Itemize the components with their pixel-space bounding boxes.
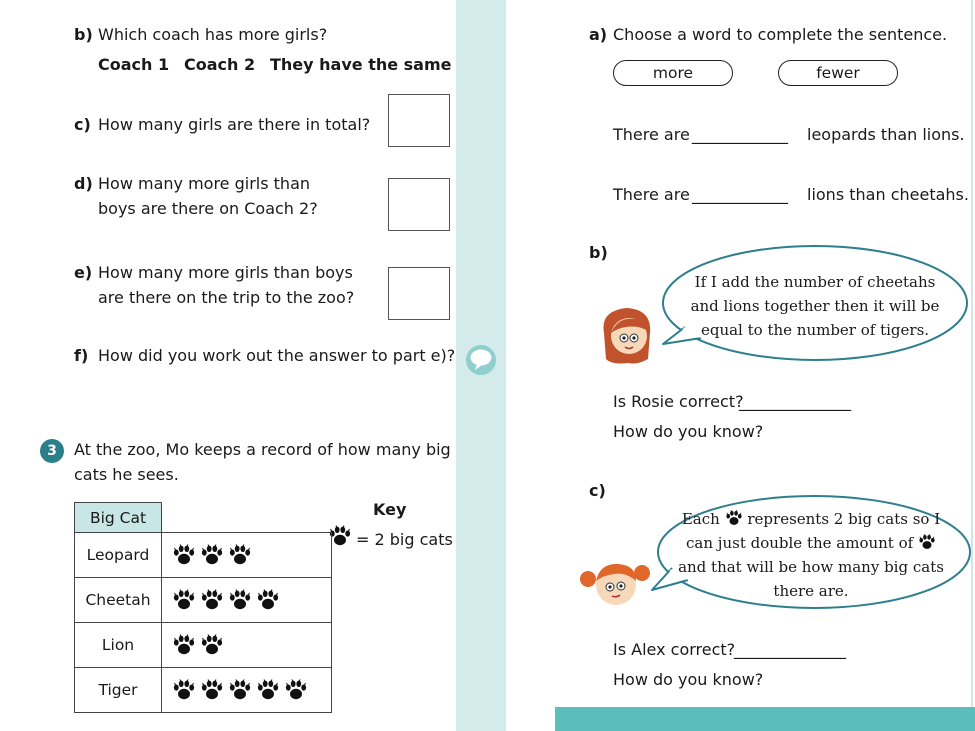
paw-print-icon [172,543,196,567]
sentence-1-end: leopards than lions. [807,125,965,144]
question-3-line1: At the zoo, Mo keeps a record of how many big [74,440,451,459]
paw-print-icon [228,678,252,702]
discussion-bubble-icon[interactable] [464,343,498,377]
question-b-right-label: b) [589,243,608,262]
question-c-label: c) [74,115,91,134]
alex-bubble-line4: there are. [773,582,849,600]
paw-cell [162,668,332,713]
alex-bubble-line1a: Each [681,510,720,528]
paw-print-icon [200,543,224,567]
paw-print-icon [172,633,196,657]
question-d-label: d) [74,174,93,193]
paw-print-icon [918,533,936,551]
sentence-2-blank[interactable]: ____________ [692,185,788,204]
question-e-label: e) [74,263,93,282]
table-row [75,533,332,578]
alex-avatar [578,555,652,609]
alex-bubble-line2a: can just double the amount of [686,534,914,552]
question-e-line1: How many more girls than boys [98,263,353,282]
rosie-how-question: How do you know? [613,422,764,441]
row-label-cheetah: Cheetah [75,578,162,623]
sentence-1-blank[interactable]: ____________ [692,125,788,144]
row-label-tiger: Tiger [75,668,162,713]
answer-box-d[interactable] [388,178,450,231]
question-3-number: 3 [40,439,64,463]
row-label-leopard: Leopard [75,533,162,578]
answer-option-same[interactable]: They have the same [270,55,452,74]
paw-cell [162,578,332,623]
paw-print-icon [256,678,280,702]
rosie-bubble-line1: If I add the number of cheetahs [694,273,936,291]
word-choice-more[interactable]: more [613,60,733,86]
alex-bubble-text [675,507,947,603]
question-b-label: b) [74,25,93,44]
paw-print-icon [172,678,196,702]
paw-cell [162,533,332,578]
question-3-line2: cats he sees. [74,465,179,484]
answer-option-coach-2[interactable]: Coach 2 [184,55,256,74]
alex-bubble-line2 [675,531,947,555]
question-d-line2: boys are there on Coach 2? [98,199,318,218]
question-b-text: Which coach has more girls? [98,25,328,44]
table-row [75,578,332,623]
table-header-blank [162,503,332,533]
paw-print-icon [284,678,308,702]
question-a-text: Choose a word to complete the sentence. [613,25,948,44]
sentence-1-start: There are [613,125,690,144]
row-label-lion: Lion [75,623,162,668]
paw-print-icon [725,509,743,527]
rosie-bubble-line2: and lions together then it will be [690,297,940,315]
question-c-text: How many girls are there in total? [98,115,371,134]
paw-print-icon [200,588,224,612]
paw-print-icon [256,588,280,612]
question-a-label: a) [589,25,608,44]
question-c-right-label: c) [589,481,606,500]
key-text: = 2 big cats [356,530,453,549]
table-row [75,668,332,713]
question-d-line1: How many more girls than [98,174,311,193]
answer-option-coach-1[interactable]: Coach 1 [98,55,170,74]
paw-print-icon [200,633,224,657]
paw-print-icon [200,678,224,702]
pictogram-table [74,502,332,713]
paw-print-icon [228,543,252,567]
table-header-big-cat: Big Cat [75,503,162,533]
sentence-2-end: lions than cheetahs. [807,185,969,204]
paw-print-icon [172,588,196,612]
rosie-avatar [598,303,656,367]
question-f-label: f) [74,346,89,365]
key-title: Key [373,500,407,519]
rosie-bubble-line3: equal to the number of tigers. [700,321,930,339]
alex-how-question: How do you know? [613,670,764,689]
footer-bar [555,707,975,731]
sentence-2-start: There are [613,185,690,204]
rosie-question: Is Rosie correct? [613,392,744,411]
alex-question: Is Alex correct? [613,640,736,659]
paw-cell [162,623,332,668]
answer-box-e[interactable] [388,267,450,320]
answer-box-c[interactable] [388,94,450,147]
alex-answer-blank[interactable]: ______________ [734,640,846,659]
alex-bubble-line1 [675,507,947,531]
question-f-text: How did you work out the answer to part e)? [98,346,456,365]
question-e-line2: are there on the trip to the zoo? [98,288,355,307]
paw-print-icon [228,588,252,612]
rosie-answer-blank[interactable]: ______________ [739,392,851,411]
alex-bubble-line3: and that will be how many big cats [678,558,944,576]
rosie-bubble-text [680,270,950,342]
table-row [75,623,332,668]
alex-bubble-line1b: represents 2 big cats so I [747,510,941,528]
word-choice-fewer[interactable]: fewer [778,60,898,86]
